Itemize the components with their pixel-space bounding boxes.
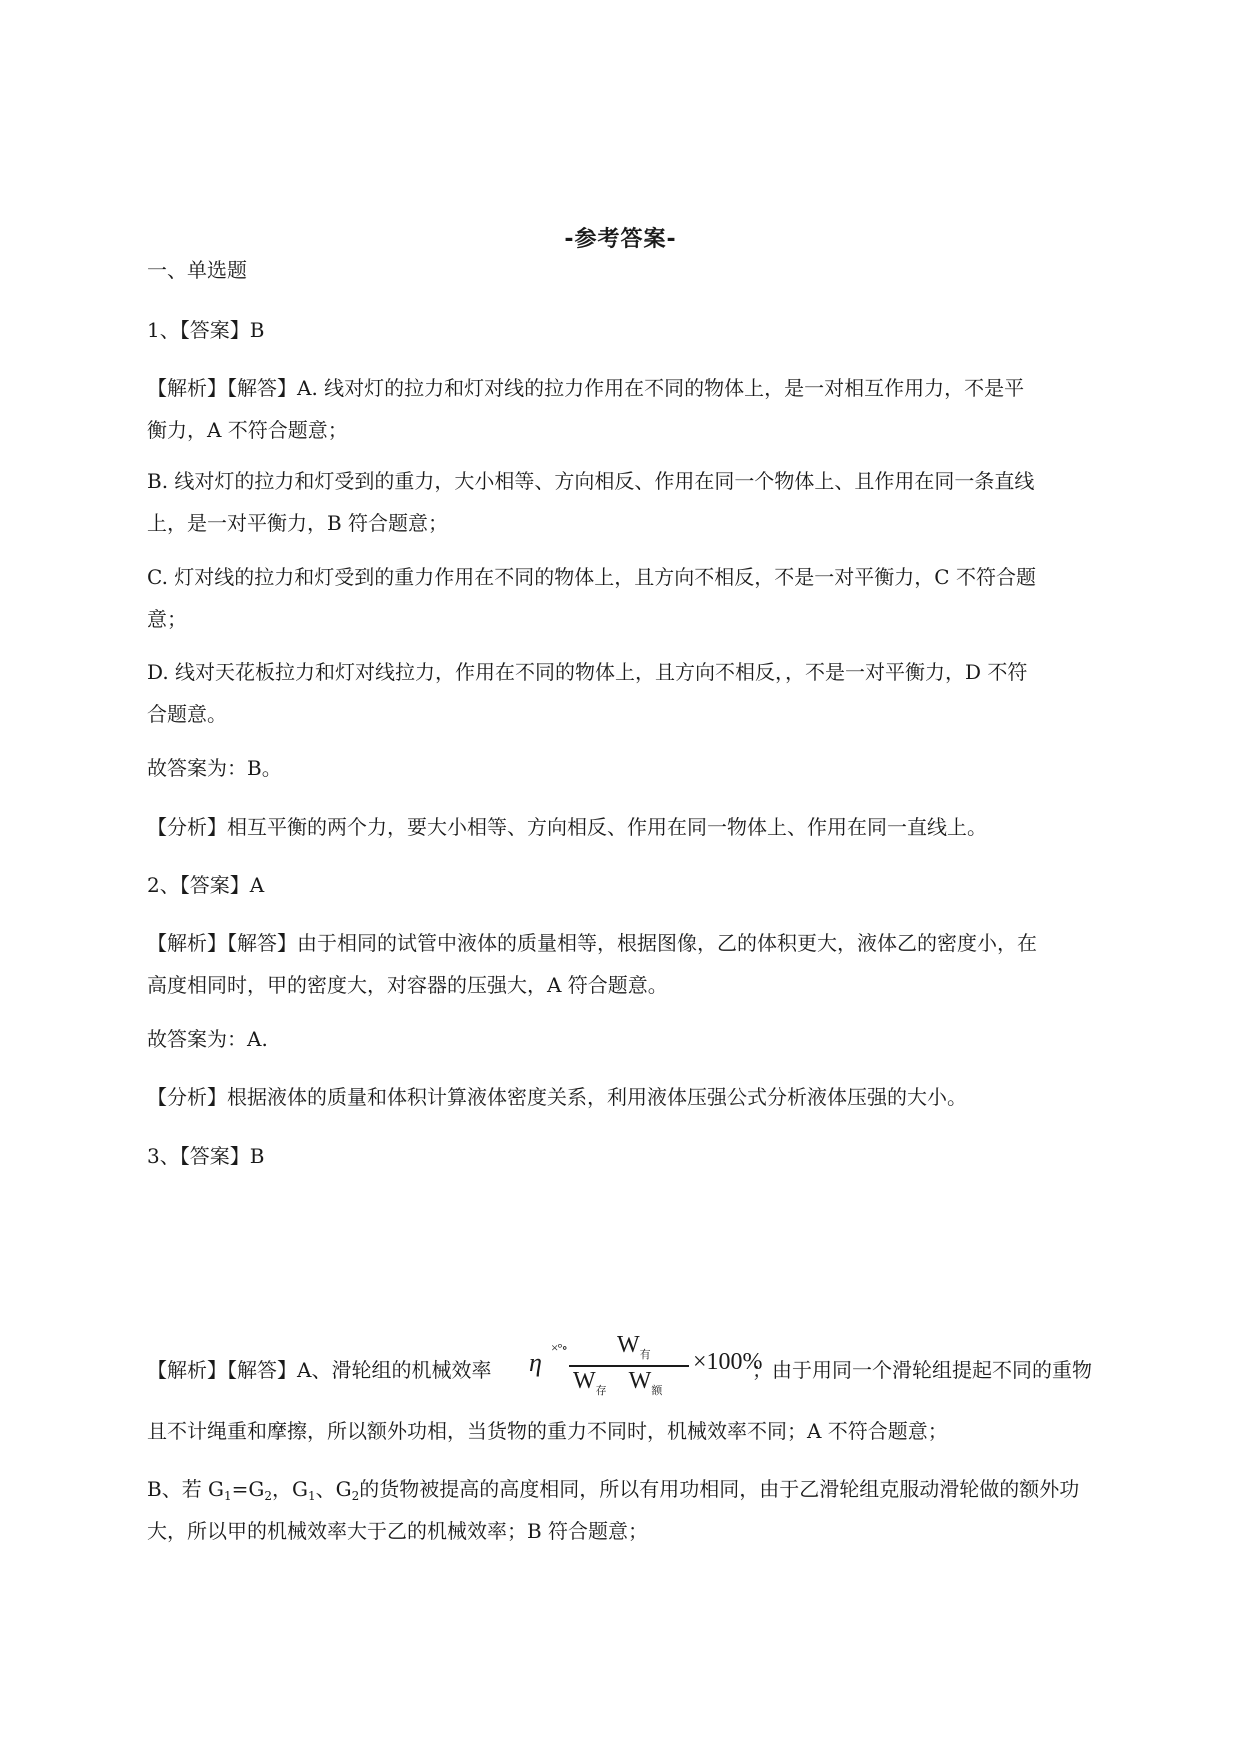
q3-analysis-line1 xyxy=(147,1332,1147,1402)
q2-conclusion: 故答案为：A. xyxy=(147,1027,268,1051)
q1-conclusion: 故答案为：B。 xyxy=(147,756,282,780)
q1-option-d-line1: D. 线对天花板拉力和灯对线拉力，作用在不同的物体上，且方向不相反，，不是一对平衡力，D 不符 xyxy=(147,660,1028,684)
q1-analysis-line1: 【解析】【解答】A. 线对灯的拉力和灯对线的拉力作用在不同的物体上，是一对相互作用力，不是平 xyxy=(147,376,1025,400)
q1-option-d-line2: 合题意。 xyxy=(147,702,227,726)
page-title: -参考答案- xyxy=(564,227,677,252)
formula-times-100: ×100% xyxy=(693,1349,763,1375)
q3-analysis-suffix: ；由于用同一个滑轮组提起不同的重物 xyxy=(752,1358,1092,1382)
q3-answer: 3、【答案】B xyxy=(147,1144,265,1168)
q2-analysis-line2: 高度相同时，甲的密度大，对容器的压强大，A 符合题意。 xyxy=(147,973,668,997)
q1-analysis-line2: 衡力，A 不符合题意； xyxy=(147,418,348,442)
formula-artifact: ×°∘ xyxy=(551,1340,567,1355)
q3-option-b-line1: B、若 $G_1=G_2$，$G_1$、$G_2$的货物被提高的高度相同，所以有用功相同，由于乙滑轮组克服动滑轮做的额外功 xyxy=(147,1477,1080,1503)
q3-analysis-prefix: 【解析】【解答】A、滑轮组的机械效率 xyxy=(147,1358,492,1382)
q3-option-b-line2: 大，所以甲的机械效率大于乙的机械效率；B 符合题意； xyxy=(147,1519,649,1543)
q3-analysis-line2: 且不计绳重和摩擦，所以额外功相，当货物的重力不同时，机械效率不同；A 不符合题意； xyxy=(147,1419,948,1443)
q1-option-c-line2: 意； xyxy=(147,607,187,631)
q1-answer: 1、【答案】B xyxy=(147,318,265,342)
formula-denominator: $W_存$ $W_额$ xyxy=(573,1368,663,1397)
q1-option-b-line2: 上，是一对平衡力，B 符合题意； xyxy=(147,511,449,535)
formula-numerator: $W_有$ xyxy=(617,1332,651,1361)
q2-summary: 【分析】根据液体的质量和体积计算液体密度关系，利用液体压强公式分析液体压强的大小。 xyxy=(147,1085,967,1109)
q1-summary: 【分析】相互平衡的两个力，要大小相等、方向相反、作用在同一物体上、作用在同一直线上。 xyxy=(147,815,987,839)
q1-option-c-line1: C. 灯对线的拉力和灯受到的重力作用在不同的物体上，且方向不相反，不是一对平衡力，C 不符合题 xyxy=(147,565,1036,589)
q2-answer: 2、【答案】A xyxy=(147,873,265,897)
eta-symbol: η xyxy=(529,1348,542,1377)
section-heading: 一、单选题 xyxy=(147,258,247,282)
q2-analysis-line1: 【解析】【解答】由于相同的试管中液体的质量相等，根据图像，乙的体积更大，液体乙的密度小，在 xyxy=(147,931,1037,955)
fraction-bar xyxy=(569,1365,689,1367)
q1-option-b-line1: B. 线对灯的拉力和灯受到的重力，大小相等、方向相反、作用在同一个物体上、且作用在同一条直线 xyxy=(147,469,1035,493)
